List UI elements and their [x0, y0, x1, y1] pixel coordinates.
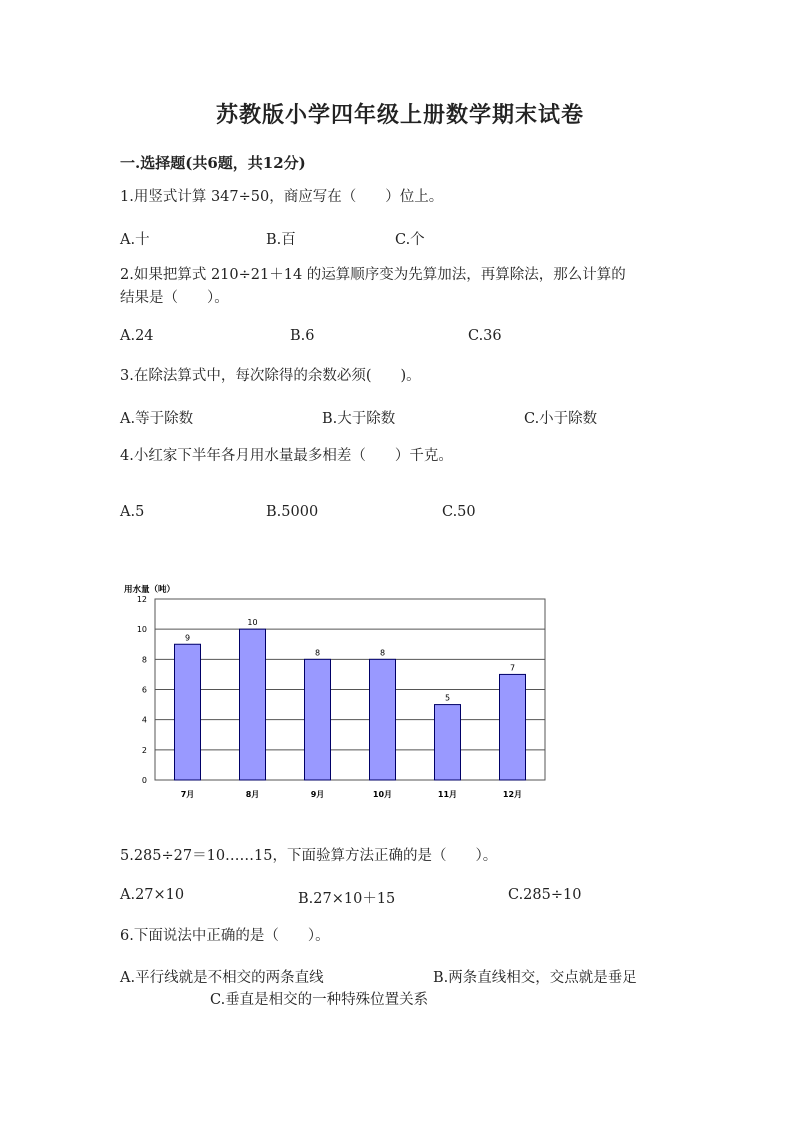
chart-x-tick-label: 9月 — [310, 790, 325, 799]
chart-data-label: 10 — [247, 618, 258, 628]
question-5: 5.285÷27＝10……15，下面验算方法正确的是（ ）。 — [120, 848, 498, 864]
chart-bar — [240, 629, 266, 780]
q3-option-a[interactable]: A.等于除数 — [120, 411, 194, 427]
q5-option-b[interactable]: B.27×10＋15 — [298, 891, 396, 907]
question-3: 3.在除法算式中，每次除得的余数必须( )。 — [120, 368, 421, 384]
question-2-line-2: 结果是（ ）。 — [120, 290, 229, 306]
q1-option-b[interactable]: B.百 — [266, 232, 296, 248]
chart-y-tick-label: 12 — [136, 595, 147, 604]
chart-bar — [305, 659, 331, 780]
q3-option-c[interactable]: C.小于除数 — [524, 411, 598, 427]
chart-grid — [155, 599, 545, 780]
q6-option-a[interactable]: A.平行线就是不相交的两条直线 — [120, 970, 324, 986]
question-2-line-1: 2.如果把算式 210÷21＋14 的运算顺序变为先算加法，再算除法，那么计算的 — [120, 267, 626, 283]
chart-data-label: 8 — [379, 648, 386, 658]
water-usage-bar-chart — [110, 580, 560, 805]
chart-y-tick-label: 8 — [141, 655, 147, 665]
q3-option-b[interactable]: B.大于除数 — [322, 411, 396, 427]
chart-data-label: 8 — [314, 648, 321, 658]
q2-option-a[interactable]: A.24 — [120, 328, 154, 344]
chart-x-tick-label: 12月 — [502, 790, 523, 799]
chart-y-tick-label: 10 — [136, 625, 147, 635]
chart-y-tick-label: 0 — [141, 776, 147, 785]
chart-y-tick-label: 4 — [141, 715, 147, 725]
question-1: 1.用竖式计算 347÷50，商应写在（ ）位上。 — [120, 189, 444, 205]
q2-option-c[interactable]: C.36 — [468, 328, 502, 344]
q5-option-c[interactable]: C.285÷10 — [508, 887, 582, 903]
chart-x-tick-label: 11月 — [437, 790, 458, 799]
page-title: 苏教版小学四年级上册数学期末试卷 — [215, 102, 584, 128]
chart-y-tick-label: 6 — [141, 685, 147, 695]
chart-data-label: 7 — [509, 663, 516, 673]
chart-x-tick-label: 7月 — [180, 790, 195, 799]
q1-option-a[interactable]: A.十 — [120, 232, 150, 248]
chart-data-label: 5 — [444, 693, 451, 703]
q6-option-b[interactable]: B.两条直线相交，交点就是垂足 — [433, 970, 637, 986]
q6-option-c[interactable]: C.垂直是相交的一种特殊位置关系 — [210, 992, 429, 1008]
chart-bar — [370, 659, 396, 780]
q1-option-c[interactable]: C.个 — [395, 232, 425, 248]
chart-bars — [175, 629, 526, 780]
section-heading: 一.选择题(共6题，共12分) — [120, 154, 306, 172]
chart-x-tick-label: 8月 — [245, 790, 260, 799]
question-4: 4.小红家下半年各月用水量最多相差（ ）千克。 — [120, 448, 453, 464]
chart-bar — [435, 705, 461, 780]
chart-x-tick-label: 10月 — [372, 790, 393, 799]
chart-y-tick-label: 2 — [141, 745, 147, 755]
question-6: 6.下面说法中正确的是（ ）。 — [120, 928, 330, 944]
chart-bar — [175, 644, 201, 780]
q4-option-b[interactable]: B.5000 — [266, 504, 319, 520]
q5-option-a[interactable]: A.27×10 — [120, 887, 185, 903]
q4-option-c[interactable]: C.50 — [442, 504, 476, 520]
chart-y-axis-label: 用水量（吨） — [124, 585, 176, 595]
chart-bar — [500, 674, 526, 780]
q2-option-b[interactable]: B.6 — [290, 328, 315, 344]
chart-data-label: 9 — [184, 633, 191, 643]
q4-option-a[interactable]: A.5 — [120, 504, 145, 520]
